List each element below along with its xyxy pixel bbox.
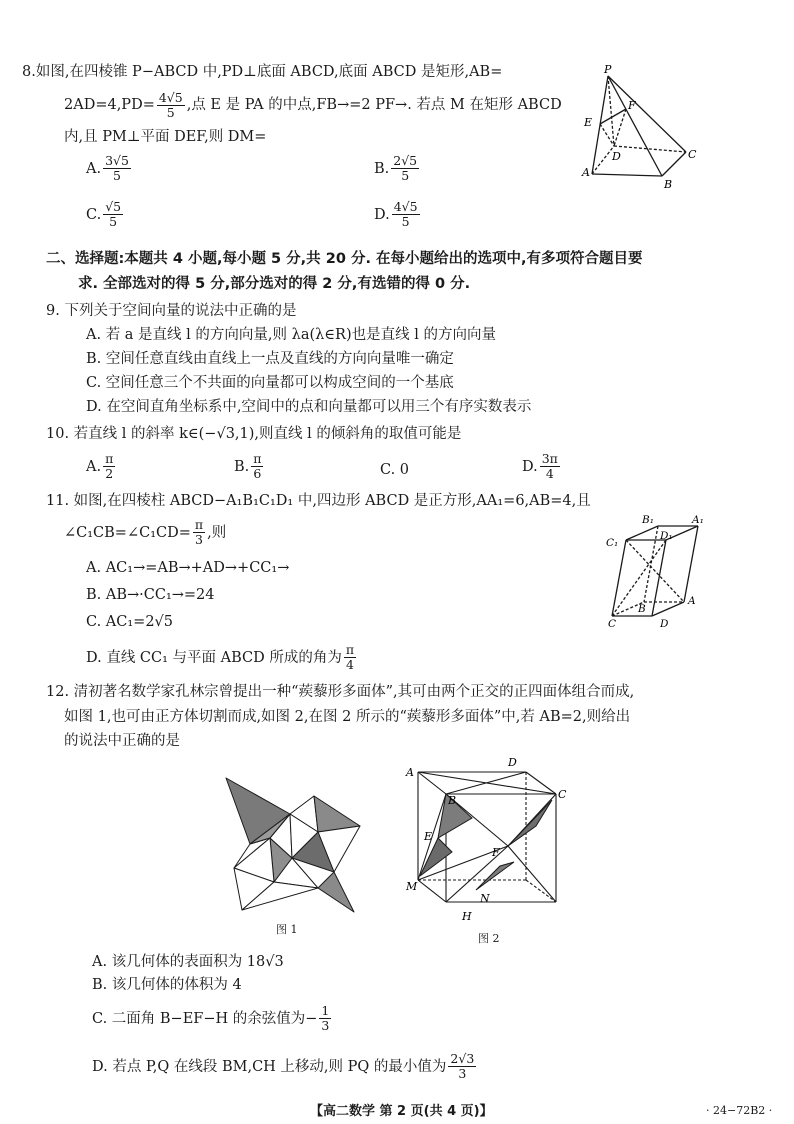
- q12-option-b: B. 该几何体的体积为 4: [92, 977, 242, 993]
- q8-option-c: C. $\frac{√5}{5}$: [86, 199, 122, 229]
- q12-fig2-label-e: E: [424, 830, 433, 843]
- q12-fig2-label-a: A: [406, 766, 414, 779]
- q11-option-c: C. AC₁=2√5: [86, 614, 174, 630]
- q8-option-b: B. $\frac{2√5}{5}$: [374, 153, 418, 183]
- q8-option-d: D. $\frac{4√5}{5}$: [374, 199, 418, 229]
- q10-option-d: D. $\frac{3\pi}{4}$: [522, 451, 558, 481]
- q11-label-a: A: [688, 595, 696, 607]
- q8-label-f: F: [628, 99, 636, 112]
- q11-label-c: C: [608, 618, 617, 630]
- q8-label-p: P: [604, 63, 612, 76]
- q12-fig2-label-f: F: [492, 846, 500, 859]
- q8-line3: 内,且 PM⊥平面 DEF,则 DM=: [64, 129, 267, 145]
- q11-option-b: B. AB→·CC₁→=24: [86, 587, 215, 603]
- q8-pd-fraction: $\frac{4√5}{5}$: [158, 89, 183, 120]
- q11-option-a: A. AC₁→=AB→+AD→+CC₁→: [86, 560, 290, 576]
- q9-option-d: D. 在空间直角坐标系中,空间中的点和向量都可以用三个有序实数表示: [86, 399, 532, 415]
- q11-label-b1: B₁: [642, 514, 654, 526]
- section-2-heading-cont: 求. 全部选对的得 5 分,部分选对的得 2 分,有选错的得 0 分.: [78, 276, 471, 292]
- q11-label-a1: A₁: [692, 514, 704, 526]
- q10-stem: 10. 若直线 l 的斜率 k∈(−√3,1),则直线 l 的倾斜角的取值可能是: [46, 426, 462, 442]
- q12-fig2-label-b: B: [448, 794, 457, 807]
- q8-pyramid-figure: [578, 62, 708, 192]
- q12-fig2-label-m: M: [406, 880, 418, 893]
- q10-option-b: B. $\frac{\pi}{6}$: [234, 451, 262, 481]
- q12-option-a: A. 该几何体的表面积为 18√3: [92, 954, 284, 970]
- q8-line2: 2AD=4,PD= $\frac{4√5}{5}$ ,点 E 是 PA 的中点, FB→=2 PF→ . 若点 M 在矩形 ABCD: [64, 89, 562, 120]
- q8-label-b: B: [664, 178, 673, 191]
- q11-prism-figure: [600, 512, 720, 632]
- q11-label-d1: D₁: [660, 530, 673, 542]
- page-code: · 24−72B2 ·: [706, 1104, 773, 1117]
- q9-option-b: B. 空间任意直线由直线上一点及直线的方向向量唯一确定: [86, 351, 454, 367]
- q8-label-d: D: [612, 150, 621, 163]
- q10-option-a: A. $\frac{\pi}{2}$: [86, 451, 114, 481]
- page-footer: 【高二数学 第 2 页(共 4 页)】: [310, 1104, 493, 1119]
- q12-line1: 12. 清初著名数学家孔林宗曾提出一种“蒺藜形多面体”,其可由两个正交的正四面体组合而成,: [46, 684, 635, 700]
- q8-line1: 8.如图,在四棱锥 P−ABCD 中,PD⊥底面 ABCD,底面 ABCD 是矩形,AB=: [22, 64, 503, 80]
- q12-option-d: D. 若点 P,Q 在线段 BM,CH 上移动,则 PQ 的最小值为 $\frac{2√3}{3}$: [92, 1051, 475, 1081]
- q8-option-a: A. $\frac{3√5}{5}$: [86, 153, 129, 183]
- q12-option-c: C. 二面角 B−EF−H 的余弦值为− $\frac{1}{3}$: [92, 1003, 330, 1033]
- q12-fig2-label-n: N: [480, 892, 490, 905]
- q12-fig2-label-c: C: [558, 788, 567, 801]
- q9-stem: 9. 下列关于空间向量的说法中正确的是: [46, 303, 297, 319]
- q11-label-b: B: [638, 603, 646, 615]
- q12-fig2-label-h: H: [462, 910, 472, 923]
- q8-label-a: A: [582, 166, 590, 179]
- q8-label-e: E: [584, 116, 593, 129]
- q11-label-c1: C₁: [606, 537, 619, 549]
- section-2-heading: 二、选择题:本题共 4 小题,每小题 5 分,共 20 分. 在每小题给出的选项中,有多项符合题目要: [46, 251, 643, 267]
- q12-line3: 的说法中正确的是: [64, 733, 180, 749]
- q11-label-d: D: [660, 618, 669, 630]
- q9-option-a: A. 若 a 是直线 l 的方向向量,则 λa(λ∈R)也是直线 l 的方向向量: [86, 327, 496, 343]
- q12-figure-1: [214, 772, 364, 918]
- q10-option-c: C. 0: [380, 462, 410, 478]
- q9-option-c: C. 空间任意三个不共面的向量都可以构成空间的一个基底: [86, 375, 454, 391]
- q12-line2: 如图 1,也可由正方体切割而成,如图 2,在图 2 所示的“蒺藜形多面体”中,若 AB=2,则给出: [64, 709, 631, 725]
- q12-figure-1-caption: 图 1: [276, 923, 298, 936]
- q11-stem: 11. 如图,在四棱柱 ABCD−A₁B₁C₁D₁ 中,四边形 ABCD 是正方形,AA₁=6,AB=4,且: [46, 493, 591, 509]
- q12-figure-2: [402, 756, 578, 926]
- q11-option-d: D. 直线 CC₁ 与平面 ABCD 所成的角为 $\frac{\pi}{4}$: [86, 642, 355, 672]
- q11-line2: ∠C₁CB=∠C₁CD= $\frac{\pi}{3}$ ,则: [64, 517, 227, 547]
- q12-fig2-label-d: D: [508, 756, 517, 769]
- q12-figure-2-caption: 图 2: [478, 932, 500, 945]
- q8-label-c: C: [688, 148, 697, 161]
